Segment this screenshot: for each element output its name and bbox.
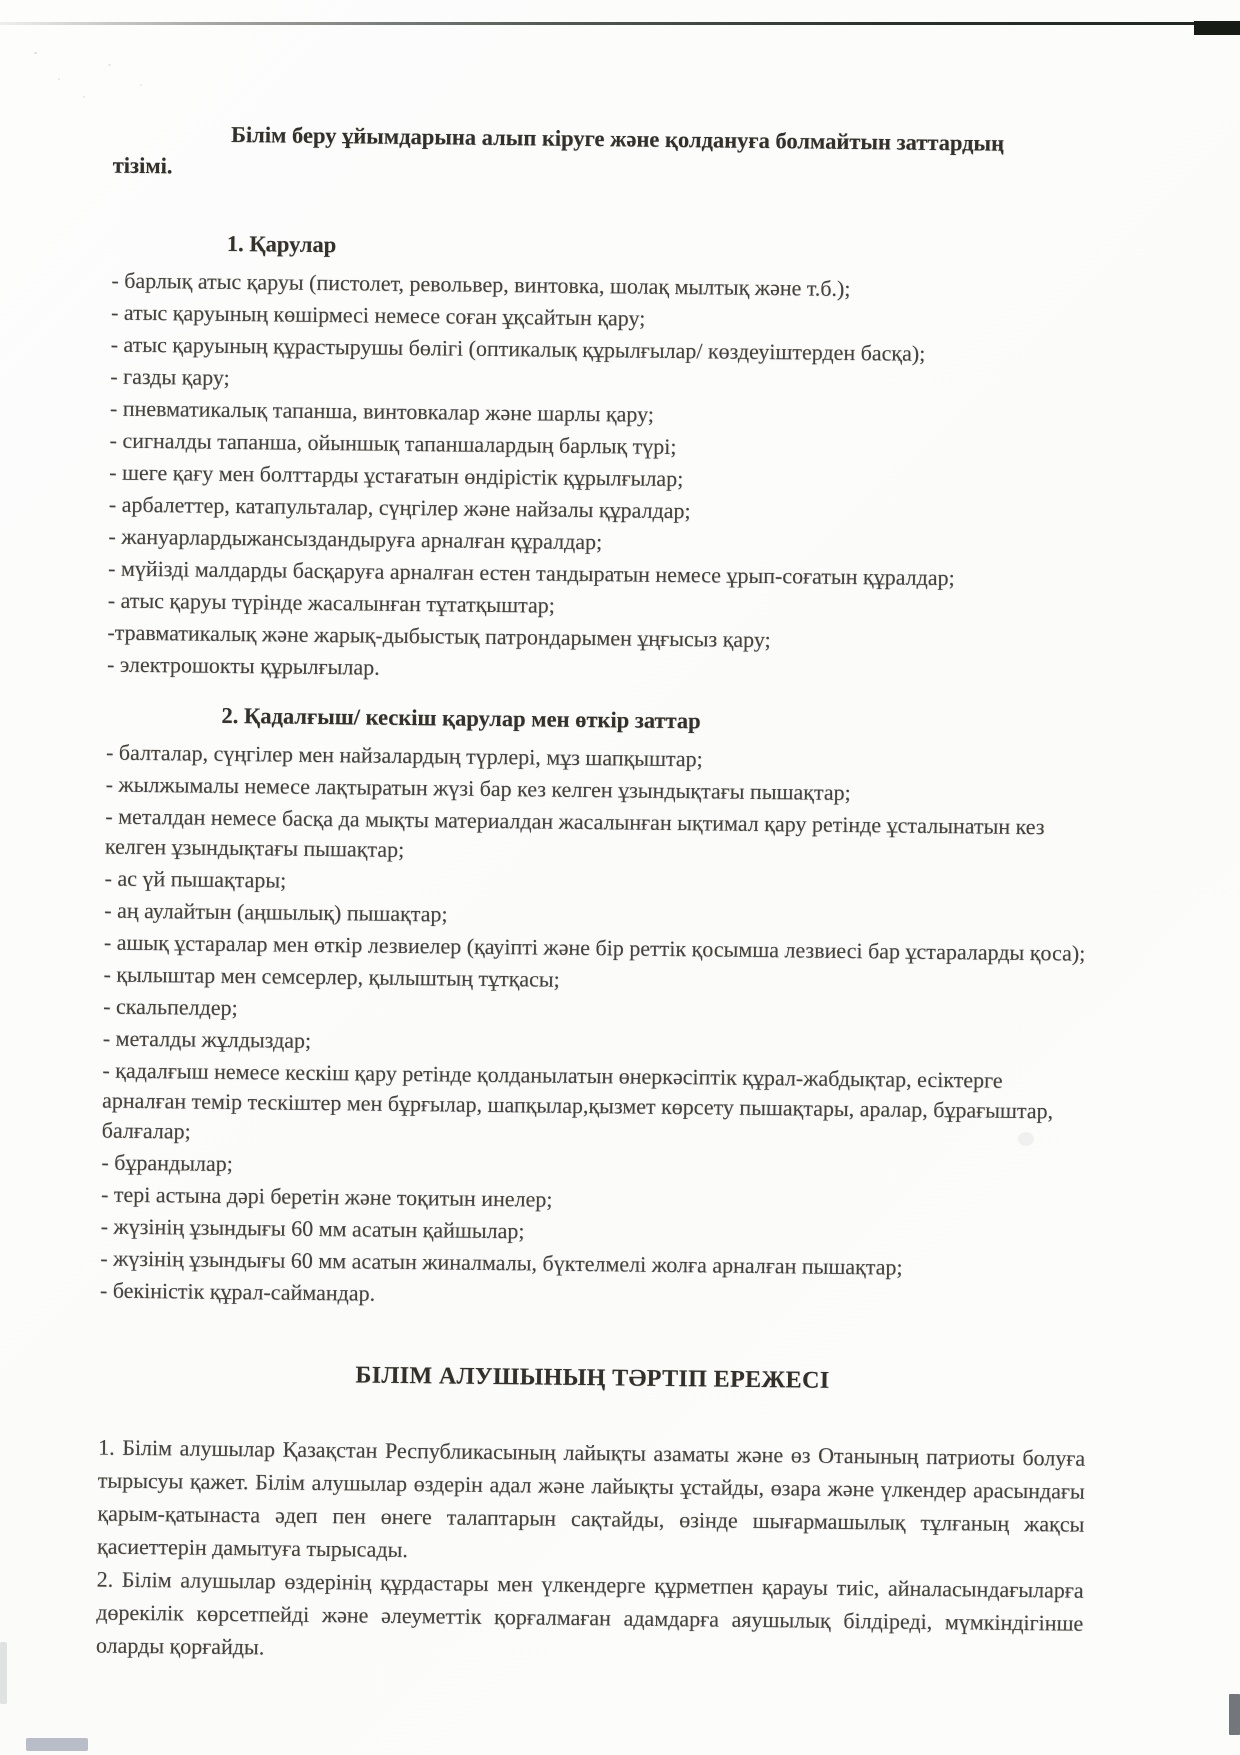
list-item: - ашық ұстаралар мен өткір лезвиелер (қауіпті және бір реттік қосымша лезвиесі бар ұстараларды қоса); [103, 929, 1086, 966]
list-item: - пневматикалық тапанша, винтовкалар және шарлы қару; [109, 395, 655, 427]
list-item: - қылыштар мен семсерлер, қылыштың тұтқасы; [103, 961, 560, 992]
list-item: - бекіністік құрал-саймандар. [99, 1277, 376, 1306]
list-item: - металдан немесе басқа да мықты материалдан жасалынған ықтимал қару ретінде ұсталынатын кез келген ұзындықтағы пышақтар; [104, 803, 1045, 862]
section-heading-weapons: 1. Қарулар [226, 230, 337, 258]
section-conduct-rules [96, 1360, 1086, 1673]
document-title [113, 118, 1101, 193]
list-item: - мүйізді малдарды басқаруға арналған естен тандыратын немесе ұрып-соғатын құралдар; [107, 555, 955, 591]
list-item: - сигналды тапанша, ойыншық тапаншалардың барлық түрі; [109, 427, 677, 459]
list-item: - электрошокты құрылғылар. [106, 651, 380, 680]
list-item: - балталар, сүңгілер мен найзалардың түрлері, мұз шапқыштар; [105, 739, 703, 772]
list-item: - бұрандылар; [101, 1149, 233, 1177]
list-item: - аң аулайтын (аңшылық) пышақтар; [104, 897, 448, 927]
conduct-rules-paragraph: 1. Білім алушылар Қазақстан Республикасының лайықты азаматы және өз Отанының патриоты болуға тырысуы қажет. Білім алушылар өздерін адал және лайықты ұстайды, өзара және үлкендер арасындағы қарым-қатынаста әдеп пен өнеге талаптарын сақтайды, өзінде шығармашылық тұлғаның жақсы қасиеттерін дамытуға тырысады. [96, 1434, 1086, 1563]
list-item: - шеге қағу мен болттарды ұстағатын өндірістік құрылғылар; [109, 459, 684, 492]
list-item: - арбалеттер, катапульталар, сүңгілер және найзалы құралдар; [108, 491, 691, 524]
section-weapons [107, 228, 1099, 691]
conduct-rules-paragraph: 2. Білім алушылар өздерінің құрдастары мен үлкендерге құрметпен қарауы тиіс, айналасындағыларға дөрекілік көрсетпейді және әлеуметтік қорғалмаған адамдарға аяушылық білдіреді, мүмкіндігінше оларды қорғайды. [95, 1566, 1084, 1660]
list-item: - атыс қаруы түрінде жасалынған тұтатқыштар; [107, 587, 556, 618]
conduct-rules-heading: БІЛІМ АЛУШЫНЫҢ ТӘРТІП ЕРЕЖЕСІ [355, 1362, 830, 1394]
list-item: - газды қару; [110, 363, 230, 390]
scan-mark-bottom-left [26, 1738, 88, 1751]
list-item: - атыс қаруының құрастырушы бөлігі (оптикалық құрылғылар/ көздеуіштерден басқа); [110, 331, 926, 366]
list-item: - жануарлардыжансыздандыруға арналған құралдар; [108, 523, 603, 555]
list-item: - скальпелдер; [103, 993, 238, 1021]
section-sharp-objects [100, 700, 1094, 1317]
list-item: - металды жұлдыздар; [102, 1025, 312, 1053]
list-item: - қадалғыш немесе кескіш қару ретінде қолданылатын өнеркәсіптік құрал-жабдықтар, есіктерге арналған темір тескіштер мен бұрғылар, шапқылар,қызмет көрсету пышақтары, аралар, бұрағыштар, балғалар; [101, 1057, 1054, 1144]
list-item: - жылжымалы немесе лақтыратын жүзі бар кез келген ұзындықтағы пышақтар; [105, 771, 851, 805]
document-title-line2: тізімі. [112, 152, 173, 179]
list-item: -травматикалық және жарық-дыбыстық патрондарымен ұңғысыз қару; [107, 619, 771, 653]
section-heading-sharp-objects: 2. Қадалғыш/ кескіш қарулар мен өткір заттар [221, 702, 701, 734]
list-item: - атыс қаруының көшірмесі немесе соған ұқсайтын қару; [110, 299, 646, 331]
document-title-line1: Білім беру ұйымдарына алып кіруге және қолдануға болмайтын заттардың [230, 121, 1005, 156]
list-item: - барлық атыс қаруы (пистолет, револьвер, винтовка, шолақ мылтық және т.б.); [111, 267, 851, 301]
list-item: - ас үй пышақтары; [104, 865, 287, 893]
list-item: - жүзінің ұзындығы 60 мм асатын жиналмалы, бүктелмелі жолға арналған пышақтар; [100, 1245, 903, 1280]
list-item: - жүзінің ұзындығы 60 мм асатын қайшылар; [100, 1213, 525, 1244]
list-item: - тері астына дәрі беретін және тоқитын инелер; [100, 1181, 553, 1212]
scan-mark-bottom-right [1229, 1694, 1240, 1735]
